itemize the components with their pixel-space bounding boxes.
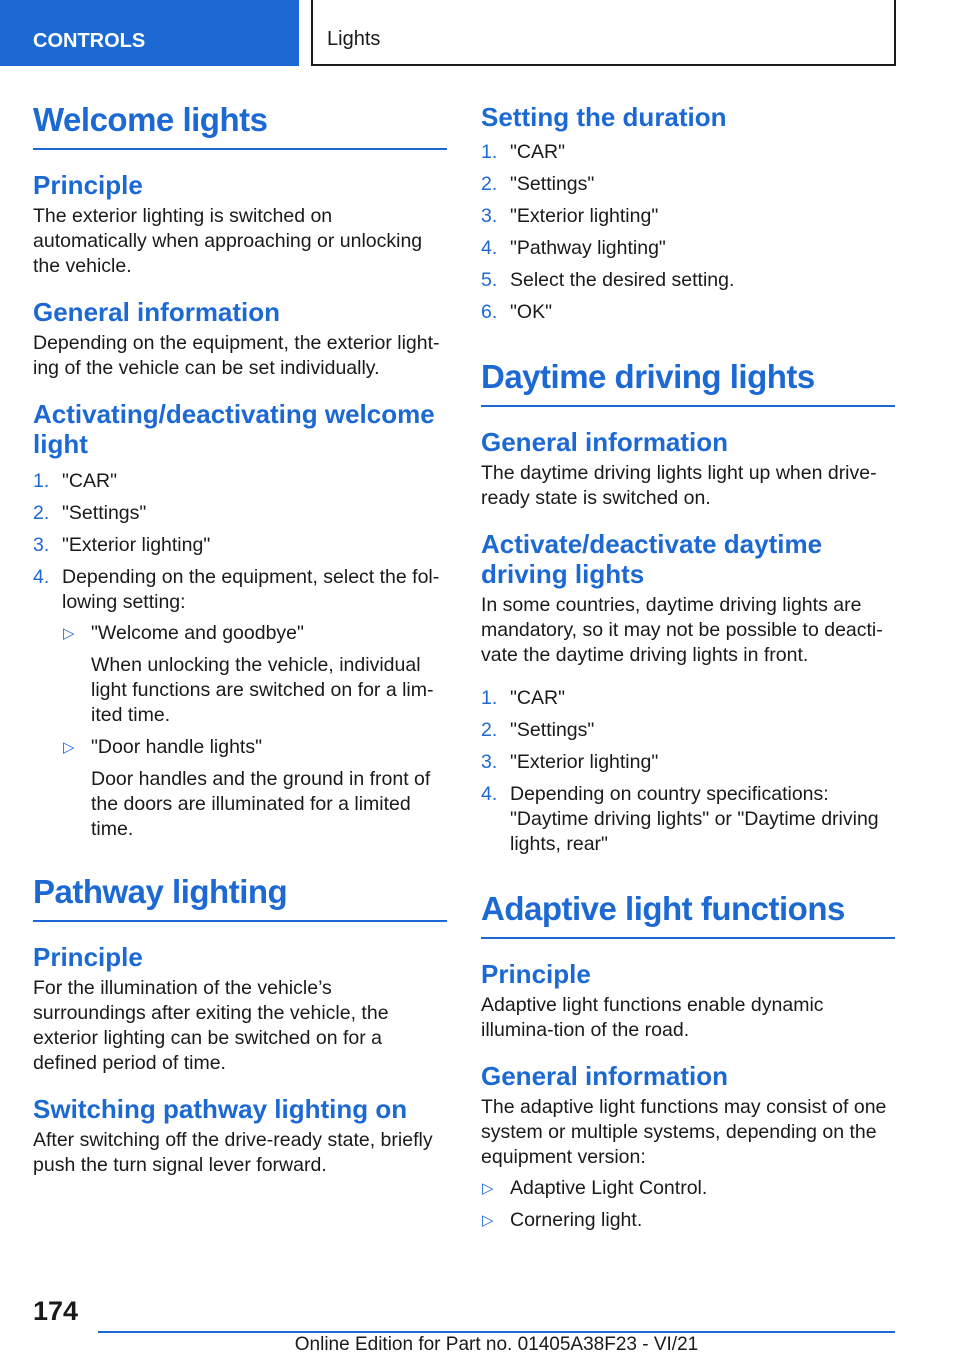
list-item: [481, 172, 895, 197]
step-text: Depending on the equipment, select the fol‐lowing setting:: [62, 566, 440, 613]
right-column: [481, 102, 895, 1240]
step-number: 2.: [33, 502, 50, 524]
pathway-lighting-heading: Pathway lighting: [33, 870, 447, 922]
general-information-heading: General information: [33, 297, 281, 327]
step-text: "CAR": [62, 470, 118, 492]
triangle-right-icon: ▷: [63, 625, 75, 642]
adaptive-principle-text: Adaptive light functions enable dynamic illumina‐tion of the road.: [481, 994, 824, 1041]
list-item: [481, 300, 895, 325]
step-number: 1.: [481, 141, 498, 163]
step-number: 4.: [33, 566, 50, 588]
step-text: "Settings": [510, 719, 595, 741]
switching-pathway-text: After switching off the drive-ready state, briefly push the turn signal lever forward.: [33, 1129, 433, 1176]
list-item: [481, 268, 895, 293]
list-item: [33, 565, 447, 842]
daytime-steps: [481, 686, 895, 857]
list-item: [481, 1176, 895, 1201]
pathway-principle-text: For the illumination of the vehicle’s surroundings after exiting the vehicle, the exterior lighting can be switched on for a defined period of time.: [33, 977, 389, 1074]
adaptive-systems-list: [481, 1176, 895, 1233]
step-number: 1.: [481, 687, 498, 709]
step-text: "OK": [510, 301, 553, 323]
switching-pathway-heading: Switching pathway lighting on: [33, 1094, 408, 1124]
edition-info: Online Edition for Part no. 01405A38F23 - VI/21: [294, 1334, 699, 1355]
principle-text: The exterior lighting is switched on automatically when approaching or unlocking the vehicle.: [33, 205, 423, 277]
list-item: [481, 236, 895, 261]
step-text: "Exterior lighting": [510, 205, 659, 227]
list-item: [481, 750, 895, 775]
footer-divider: [98, 1331, 895, 1333]
list-item: [481, 686, 895, 711]
list-item: [481, 140, 895, 165]
left-column: [33, 98, 447, 1196]
bullet-text: Adaptive Light Control.: [510, 1177, 708, 1199]
list-item: [481, 1208, 895, 1233]
list-item: [481, 782, 895, 857]
step-text: "Pathway lighting": [510, 237, 666, 259]
adaptive-general-text: The adaptive light functions may consist of one system or multiple systems, depending on the equipment version:: [481, 1096, 887, 1168]
step-text: "Settings": [62, 502, 147, 524]
section-tab[interactable]: CONTROLS: [0, 0, 299, 66]
list-item: [481, 204, 895, 229]
step-number: 3.: [481, 751, 498, 773]
step-number: 6.: [481, 301, 498, 323]
option-label: "Welcome and goodbye": [91, 622, 304, 644]
option-description: When unlocking the vehicle, individual light functions are switched on for a lim‐ited time.: [91, 654, 434, 726]
step-text: Depending on country specifications: "Daytime driving lights" or "Daytime driving lights, rear": [510, 783, 879, 855]
step-text: "CAR": [510, 687, 566, 709]
step-number: 2.: [481, 719, 498, 741]
triangle-right-icon: ▷: [63, 739, 75, 756]
page-header: [0, 0, 960, 66]
activate-daytime-heading: Activate/deactivate daytime driving lights: [481, 529, 823, 589]
setting-duration-heading: Setting the duration: [481, 102, 727, 132]
general-information-text: Depending on the equipment, the exterior light‐ing of the vehicle can be set individually.: [33, 332, 440, 379]
triangle-right-icon: ▷: [482, 1212, 494, 1229]
step-text: "Settings": [510, 173, 595, 195]
welcome-options-list: [62, 621, 447, 842]
chapter-title: Lights: [311, 0, 896, 66]
welcome-lights-heading: Welcome lights: [33, 98, 447, 150]
activate-daytime-text: In some countries, daytime driving lights are mandatory, so it may not be possible to deacti‐vate the daytime driving lights in front.: [481, 594, 883, 666]
daytime-general-text: The daytime driving lights light up when drive-ready state is switched on.: [481, 462, 877, 509]
step-number: 5.: [481, 269, 498, 291]
step-number: 2.: [481, 173, 498, 195]
option-label: "Door handle lights": [91, 736, 263, 758]
adaptive-light-functions-heading: Adaptive light functions: [481, 887, 895, 939]
step-number: 4.: [481, 783, 498, 805]
page-number: 174: [33, 1296, 79, 1326]
daytime-driving-lights-heading: Daytime driving lights: [481, 355, 895, 407]
list-item: [62, 735, 447, 842]
duration-steps: [481, 140, 895, 325]
list-item: [33, 469, 447, 494]
step-number: 3.: [481, 205, 498, 227]
step-text: "Exterior lighting": [510, 751, 659, 773]
list-item: [33, 501, 447, 526]
list-item: [481, 718, 895, 743]
step-text: Select the desired setting.: [510, 269, 735, 291]
triangle-right-icon: ▷: [482, 1180, 494, 1197]
step-number: 3.: [33, 534, 50, 556]
activating-welcome-light-heading: Activating/deactivating welcome light: [33, 399, 435, 459]
step-number: 1.: [33, 470, 50, 492]
adaptive-general-heading: General information: [481, 1061, 729, 1091]
list-item: [62, 621, 447, 728]
adaptive-principle-heading: Principle: [481, 959, 591, 989]
step-text: "CAR": [510, 141, 566, 163]
daytime-general-heading: General information: [481, 427, 729, 457]
option-description: Door handles and the ground in front of the doors are illuminated for a limited time.: [91, 768, 431, 840]
step-text: "Exterior lighting": [62, 534, 211, 556]
list-item: [33, 533, 447, 558]
step-number: 4.: [481, 237, 498, 259]
welcome-light-steps: [33, 469, 447, 842]
bullet-text: Cornering light.: [510, 1209, 643, 1231]
principle-heading: Principle: [33, 170, 143, 200]
pathway-principle-heading: Principle: [33, 942, 143, 972]
